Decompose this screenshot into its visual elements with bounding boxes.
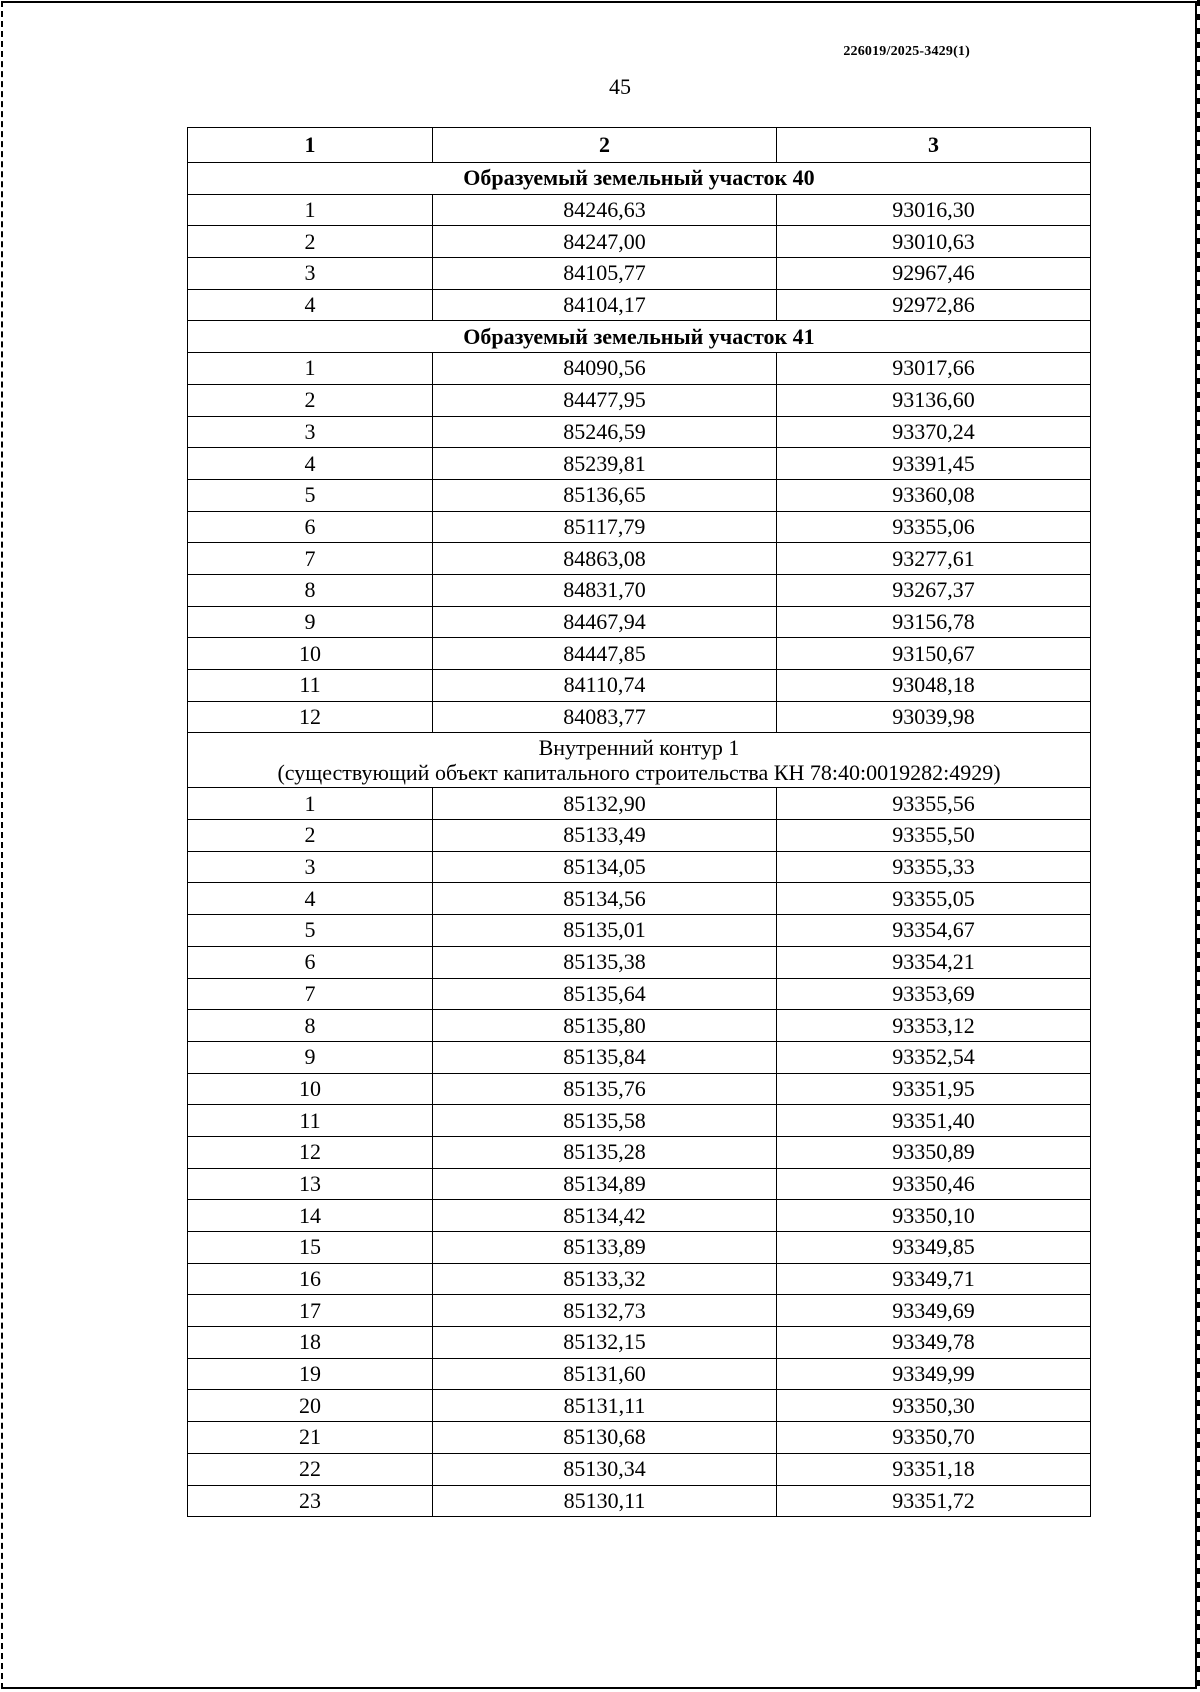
section-title-line: Внутренний контур 1 [538, 735, 740, 761]
table-row [188, 353, 1091, 385]
point-number-cell: 12 [188, 1136, 433, 1168]
point-number-cell: 11 [188, 670, 433, 702]
x-coordinate-cell: 85131,11 [433, 1390, 777, 1422]
x-coordinate-cell: 84110,74 [433, 670, 777, 702]
table-row [188, 416, 1091, 448]
column-header-y: 3 [777, 128, 1091, 163]
x-coordinate-cell: 84477,95 [433, 384, 777, 416]
point-number-cell: 9 [188, 606, 433, 638]
y-coordinate-cell: 93277,61 [777, 543, 1091, 575]
point-number-cell: 3 [188, 851, 433, 883]
table-row [188, 788, 1091, 820]
x-coordinate-cell: 85135,58 [433, 1105, 777, 1137]
y-coordinate-cell: 93351,95 [777, 1073, 1091, 1105]
y-coordinate-cell: 93349,78 [777, 1327, 1091, 1359]
y-coordinate-cell: 93352,54 [777, 1041, 1091, 1073]
table-row [188, 384, 1091, 416]
point-number-cell: 6 [188, 511, 433, 543]
column-header-x: 2 [433, 128, 777, 163]
x-coordinate-cell: 85132,15 [433, 1327, 777, 1359]
x-coordinate-cell: 85132,73 [433, 1295, 777, 1327]
table-row [188, 851, 1091, 883]
y-coordinate-cell: 93350,70 [777, 1422, 1091, 1454]
point-number-cell: 2 [188, 226, 433, 258]
x-coordinate-cell: 84083,77 [433, 701, 777, 733]
y-coordinate-cell: 93355,06 [777, 511, 1091, 543]
table-row [188, 946, 1091, 978]
point-number-cell: 20 [188, 1390, 433, 1422]
y-coordinate-cell: 93353,12 [777, 1010, 1091, 1042]
x-coordinate-cell: 85135,64 [433, 978, 777, 1010]
table-row [188, 258, 1091, 290]
point-number-cell: 15 [188, 1232, 433, 1264]
y-coordinate-cell: 93039,98 [777, 701, 1091, 733]
x-coordinate-cell: 85135,28 [433, 1136, 777, 1168]
table-row [188, 638, 1091, 670]
x-coordinate-cell: 85131,60 [433, 1358, 777, 1390]
y-coordinate-cell: 93349,71 [777, 1263, 1091, 1295]
table-row [188, 543, 1091, 575]
x-coordinate-cell: 85246,59 [433, 416, 777, 448]
table-row [188, 1263, 1091, 1295]
point-number-cell: 3 [188, 416, 433, 448]
y-coordinate-cell: 93136,60 [777, 384, 1091, 416]
x-coordinate-cell: 84246,63 [433, 194, 777, 226]
section-heading-row [188, 321, 1091, 353]
y-coordinate-cell: 93267,37 [777, 574, 1091, 606]
x-coordinate-cell: 84447,85 [433, 638, 777, 670]
y-coordinate-cell: 93355,50 [777, 820, 1091, 852]
table-row [188, 194, 1091, 226]
point-number-cell: 1 [188, 788, 433, 820]
x-coordinate-cell: 85130,11 [433, 1485, 777, 1517]
y-coordinate-cell: 93349,69 [777, 1295, 1091, 1327]
y-coordinate-cell: 93156,78 [777, 606, 1091, 638]
section-heading-row [188, 163, 1091, 195]
registration-number: 226019/2025-3429(1) [843, 44, 970, 59]
point-number-cell: 21 [188, 1422, 433, 1454]
x-coordinate-cell: 85117,79 [433, 511, 777, 543]
table-row [188, 1232, 1091, 1264]
table-row [188, 1327, 1091, 1359]
y-coordinate-cell: 93353,69 [777, 978, 1091, 1010]
y-coordinate-cell: 92972,86 [777, 289, 1091, 321]
x-coordinate-cell: 85133,89 [433, 1232, 777, 1264]
x-coordinate-cell: 85239,81 [433, 448, 777, 480]
y-coordinate-cell: 93351,18 [777, 1453, 1091, 1485]
point-number-cell: 17 [188, 1295, 433, 1327]
table-row [188, 1453, 1091, 1485]
table-row [188, 701, 1091, 733]
x-coordinate-cell: 85136,65 [433, 479, 777, 511]
x-coordinate-cell: 84104,17 [433, 289, 777, 321]
column-header-point: 1 [188, 128, 433, 163]
y-coordinate-cell: 93048,18 [777, 670, 1091, 702]
point-number-cell: 12 [188, 701, 433, 733]
table-row [188, 1358, 1091, 1390]
point-number-cell: 11 [188, 1105, 433, 1137]
y-coordinate-cell: 93349,99 [777, 1358, 1091, 1390]
point-number-cell: 8 [188, 574, 433, 606]
x-coordinate-cell: 85132,90 [433, 788, 777, 820]
x-coordinate-cell: 85135,38 [433, 946, 777, 978]
point-number-cell: 4 [188, 448, 433, 480]
x-coordinate-cell: 85134,56 [433, 883, 777, 915]
section-title [188, 163, 1091, 195]
x-coordinate-cell: 84105,77 [433, 258, 777, 290]
y-coordinate-cell: 93355,33 [777, 851, 1091, 883]
table-row [188, 1041, 1091, 1073]
table-row [188, 1390, 1091, 1422]
section-title-line: (существующий объект капитального строительства КН 78:40:0019282:4929) [277, 760, 1001, 786]
table-row [188, 289, 1091, 321]
page-number: 45 [609, 74, 631, 99]
table-row [188, 448, 1091, 480]
y-coordinate-cell: 93016,30 [777, 194, 1091, 226]
x-coordinate-cell: 85133,49 [433, 820, 777, 852]
table-row [188, 820, 1091, 852]
y-coordinate-cell: 93349,85 [777, 1232, 1091, 1264]
x-coordinate-cell: 85134,89 [433, 1168, 777, 1200]
x-coordinate-cell: 85130,68 [433, 1422, 777, 1454]
y-coordinate-cell: 93370,24 [777, 416, 1091, 448]
x-coordinate-cell: 85135,80 [433, 1010, 777, 1042]
y-coordinate-cell: 93355,05 [777, 883, 1091, 915]
point-number-cell: 7 [188, 978, 433, 1010]
x-coordinate-cell: 85135,76 [433, 1073, 777, 1105]
point-number-cell: 9 [188, 1041, 433, 1073]
y-coordinate-cell: 93350,10 [777, 1200, 1091, 1232]
x-coordinate-cell: 85134,05 [433, 851, 777, 883]
point-number-cell: 8 [188, 1010, 433, 1042]
point-number-cell: 18 [188, 1327, 433, 1359]
y-coordinate-cell: 93355,56 [777, 788, 1091, 820]
x-coordinate-cell: 85133,32 [433, 1263, 777, 1295]
table-row [188, 883, 1091, 915]
point-number-cell: 4 [188, 883, 433, 915]
point-number-cell: 14 [188, 1200, 433, 1232]
y-coordinate-cell: 93150,67 [777, 638, 1091, 670]
x-coordinate-cell: 84247,00 [433, 226, 777, 258]
point-number-cell: 1 [188, 353, 433, 385]
table-row [188, 1200, 1091, 1232]
point-number-cell: 10 [188, 1073, 433, 1105]
table-row [188, 1485, 1091, 1517]
table-row [188, 1422, 1091, 1454]
point-number-cell: 5 [188, 915, 433, 947]
x-coordinate-cell: 84090,56 [433, 353, 777, 385]
point-number-cell: 1 [188, 194, 433, 226]
point-number-cell: 2 [188, 384, 433, 416]
section-title-line: Образуемый земельный участок 41 [463, 323, 815, 349]
x-coordinate-cell: 84467,94 [433, 606, 777, 638]
y-coordinate-cell: 93354,21 [777, 946, 1091, 978]
table-row [188, 670, 1091, 702]
y-coordinate-cell: 93017,66 [777, 353, 1091, 385]
y-coordinate-cell: 93351,40 [777, 1105, 1091, 1137]
table-row [188, 915, 1091, 947]
table-row [188, 479, 1091, 511]
y-coordinate-cell: 93350,30 [777, 1390, 1091, 1422]
x-coordinate-cell: 85134,42 [433, 1200, 777, 1232]
point-number-cell: 10 [188, 638, 433, 670]
table-row [188, 978, 1091, 1010]
point-number-cell: 22 [188, 1453, 433, 1485]
x-coordinate-cell: 85135,01 [433, 915, 777, 947]
point-number-cell: 16 [188, 1263, 433, 1295]
section-title-line: Образуемый земельный участок 40 [463, 165, 815, 191]
point-number-cell: 13 [188, 1168, 433, 1200]
table-row [188, 226, 1091, 258]
table-row [188, 1136, 1091, 1168]
point-number-cell: 7 [188, 543, 433, 575]
table-row [188, 574, 1091, 606]
coordinates-table [187, 127, 1091, 1517]
x-coordinate-cell: 84863,08 [433, 543, 777, 575]
y-coordinate-cell: 93354,67 [777, 915, 1091, 947]
table-row [188, 1105, 1091, 1137]
table-row [188, 606, 1091, 638]
table-row [188, 511, 1091, 543]
table-row [188, 1010, 1091, 1042]
table-header-row [188, 128, 1091, 163]
table-body [188, 163, 1091, 1517]
point-number-cell: 19 [188, 1358, 433, 1390]
section-title [188, 321, 1091, 353]
point-number-cell: 6 [188, 946, 433, 978]
x-coordinate-cell: 84831,70 [433, 574, 777, 606]
point-number-cell: 3 [188, 258, 433, 290]
y-coordinate-cell: 92967,46 [777, 258, 1091, 290]
x-coordinate-cell: 85130,34 [433, 1453, 777, 1485]
section-title [188, 733, 1091, 788]
y-coordinate-cell: 93360,08 [777, 479, 1091, 511]
table-row [188, 1168, 1091, 1200]
section-heading-row [188, 733, 1091, 788]
table-row [188, 1295, 1091, 1327]
table-row [188, 1073, 1091, 1105]
y-coordinate-cell: 93010,63 [777, 226, 1091, 258]
y-coordinate-cell: 93350,89 [777, 1136, 1091, 1168]
point-number-cell: 4 [188, 289, 433, 321]
point-number-cell: 2 [188, 820, 433, 852]
x-coordinate-cell: 85135,84 [433, 1041, 777, 1073]
point-number-cell: 23 [188, 1485, 433, 1517]
y-coordinate-cell: 93350,46 [777, 1168, 1091, 1200]
point-number-cell: 5 [188, 479, 433, 511]
y-coordinate-cell: 93391,45 [777, 448, 1091, 480]
y-coordinate-cell: 93351,72 [777, 1485, 1091, 1517]
